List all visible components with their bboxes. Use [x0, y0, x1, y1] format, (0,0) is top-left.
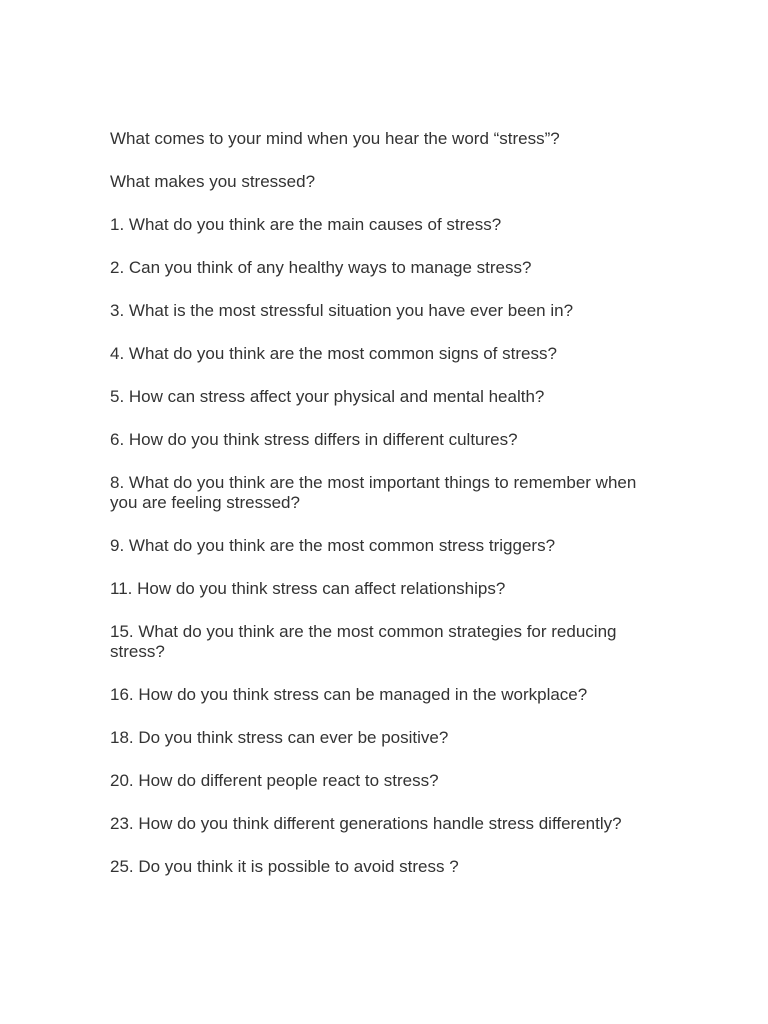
question-18: 18. Do you think stress can ever be positive? — [110, 728, 449, 747]
intro-question-what-stresses: What makes you stressed? — [110, 172, 316, 191]
question-4: 4. What do you think are the most common signs of stress? — [110, 344, 557, 363]
question-2: 2. Can you think of any healthy ways to manage stress? — [110, 258, 532, 277]
intro-question-stress-word: What comes to your mind when you hear the word “stress”? — [110, 129, 560, 148]
question-8: 8. What do you think are the most important things to remember when you are feeling stressed? — [110, 473, 637, 512]
question-6: 6. How do you think stress differs in different cultures? — [110, 430, 518, 449]
document-body — [110, 129, 650, 900]
question-1: 1. What do you think are the main causes of stress? — [110, 215, 502, 234]
question-3: 3. What is the most stressful situation you have ever been in? — [110, 301, 574, 320]
question-5: 5. How can stress affect your physical and mental health? — [110, 387, 545, 406]
question-23: 23. How do you think different generations handle stress differently? — [110, 814, 622, 833]
question-20: 20. How do different people react to stress? — [110, 771, 439, 790]
question-15: 15. What do you think are the most common strategies for reducing stress? — [110, 622, 617, 661]
question-16: 16. How do you think stress can be managed in the workplace? — [110, 685, 588, 704]
question-25: 25. Do you think it is possible to avoid stress ? — [110, 857, 459, 876]
question-9: 9. What do you think are the most common stress triggers? — [110, 536, 556, 555]
question-11: 11. How do you think stress can affect relationships? — [110, 579, 506, 598]
